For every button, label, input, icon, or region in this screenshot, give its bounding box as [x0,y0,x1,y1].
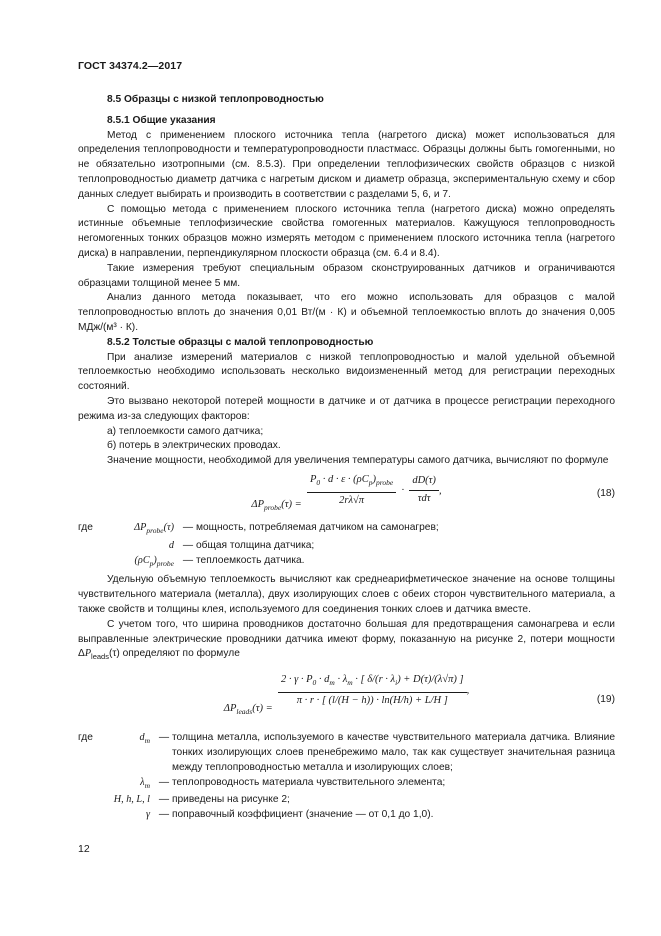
paragraph-9: С учетом того, что ширина проводников достаточно большая для предотвращения самонагрева и если выправленные электрические проводники датчика имеют форму, показанную на рисунке 2, потери мощности $\Delta P_{leads}(\tau)$ определяют по формуле [78,618,615,662]
subsection-title-1: 8.5.1 Общие указания [107,114,216,126]
formula-18 [78,473,615,519]
document-header: ГОСТ 34374.2—2017 [78,60,183,72]
paragraph-2: С помощью метода с применением плоского источника тепла (нагретого диска) можно определять истинные объемные теплофизические свойства гомогенных материалов. Кажущуюся теплопроводность негомогенных тонких образцов можно измерять методом с применением плоского источника тепла (нагретого диска) в направлении, перпендикулярном плоскости образца (см. 6.4 и 8.4). [78,203,615,259]
paragraph-6: Это вызвано некоторой потерей мощности в датчике и от датчика в процессе регистрации переходного режима из-за следующих факторов: [78,395,615,422]
definition-row: $(\rho C_p)_{probe}$ — теплоемкость датчика. [78,554,615,572]
page-number: 12 [78,843,90,855]
definition-row: где $d_m$ — толщина металла, используемого в качестве чувствительного материала датчика. Влияние тонких изолирующих слоев пренебрежимо мало, так как существует значительная разница между теплопроводностью металла и изолирующих слоев; [78,731,615,775]
list-item: а) теплоемкости самого датчика; [107,425,264,437]
definition-text: теплопроводность материала чувствительного элемента; [172,776,446,788]
definition-symbol: H, h, L, l [113,794,150,806]
paragraph-5: При анализе измерений материалов с низкой теплопроводностью и малой удельной объемной теплоемкостью необходимо использовать несколько видоизмененный метод для регистрации переходных состояний. [78,351,615,393]
definition-row: $\lambda_m$ — теплопроводность материала чувствительного элемента; [78,776,615,794]
definition-text: поправочный коэффициент (значение — от 0,1 до 1,0). [172,809,434,821]
definition-row: γ — поправочный коэффициент (значение — от 0,1 до 1,0). [78,808,615,823]
paragraph-7: Значение мощности, необходимой для увеличения температуры самого датчика, вычисляют по формуле [107,455,609,467]
list-item: б) потерь в электрических проводах. [107,440,281,452]
formula-19-expression: $\Delta P_{leads}(\tau)$ = $\frac{2 \cdot \gamma \cdot P_0 \cdot d_m \cdot \lambda_m \cdot [ \delta/(r \cdot \lambda_i) + D(\tau)/(\lambda√\pi) ]}{\pi \cdot r \cdot [ (l/(H - h)) \cdot \ln(H/h) + L/H ]}$ , [223,674,470,717]
definition-symbol: $d_m$ [139,732,150,746]
definition-symbol: γ [145,809,150,821]
definition-symbol: $(\rho C_p)_{probe}$ [134,554,174,568]
definition-row: d — общая толщина датчика; [78,539,615,554]
paragraph-4: Анализ данного метода показывает, что его можно использовать для образцов с малой теплопроводностью вплоть до значения 0,01 Вт/(м · К) и объемной теплоемкостью вплоть до значения 0,005 МДж/(м³ · К). [78,292,615,333]
definition-symbol: d [168,539,174,551]
definition-row: H, h, L, l — приведены на рисунке 2; [78,793,615,808]
formula-18-expression: $\Delta P_{probe}(\tau)$ = $\frac{P_0 \cdot d \cdot \varepsilon \cdot (\rho C_p)_{probe}}{2r\lambda√\pi}$ · $\frac{dD(\tau)}{\text{τdτ}}$ , [251,473,442,513]
definition-lead: где [78,521,93,533]
definition-symbol: $\lambda_m$ [140,776,150,790]
definition-row: где $\Delta P_{probe}(\tau)$ — мощность, потребляемая датчиком на самонагрев; [78,521,615,539]
paragraph-8: Удельную объемную теплоемкость вычисляют как среднеарифметическое значение на основе толщины чувствительного материала (металла), двух изолирующих слоев с обеих сторон чувствительного материала, а также свойств и толщины клея, используемого для соединения тонких слоев и датчика вместе. [78,574,615,615]
subsection-title-2: 8.5.2 Толстые образцы с малой теплопроводностью [107,336,374,348]
definition-text: мощность, потребляемая датчиком на самонагрев; [196,521,439,533]
document-body [78,90,615,825]
definition-lead: где [78,732,93,744]
formula-19-definitions [78,731,615,823]
definition-text: толщина металла, используемого в качестве чувствительного материала датчика. Влияние тонких изолирующих слоев пренебрежимо мало, так как существует значительная разница между теплопроводностью металла и изолирующих слоев; [172,732,615,773]
formula-19 [78,673,615,729]
paragraph-1: Метод с применением плоского источника тепла (нагретого диска) может использоваться для определения теплопроводности и температуропроводности пластмасс. Образцы должны быть гомогенными, но не обязательно изотропными (см. 8.5.3). При определении теплофизических свойств образцов с низкой теплопроводностью диаметр датчика с нагретым диском и диаметр образца, экспериментальную схему и сбор данных следует выбирать и производить в соответствии с разделами 5, 6, и 7. [78,129,615,200]
formula-19-number: (19) [596,694,615,706]
paragraph-3: Такие измерения требуют специальным образом сконструированных датчиков и ограничиваются образцами толщиной менее 5 мм. [78,262,615,289]
definition-text: теплоемкость датчика. [196,554,305,566]
definition-text: приведены на рисунке 2; [172,794,290,806]
formula-18-definitions [78,521,615,571]
definition-text: общая толщина датчика; [196,539,315,551]
section-title: 8.5 Образцы с низкой теплопроводностью [107,94,324,105]
formula-18-number: (18) [596,487,615,499]
definition-symbol: $\Delta P_{probe}(\tau)$ [134,521,174,535]
